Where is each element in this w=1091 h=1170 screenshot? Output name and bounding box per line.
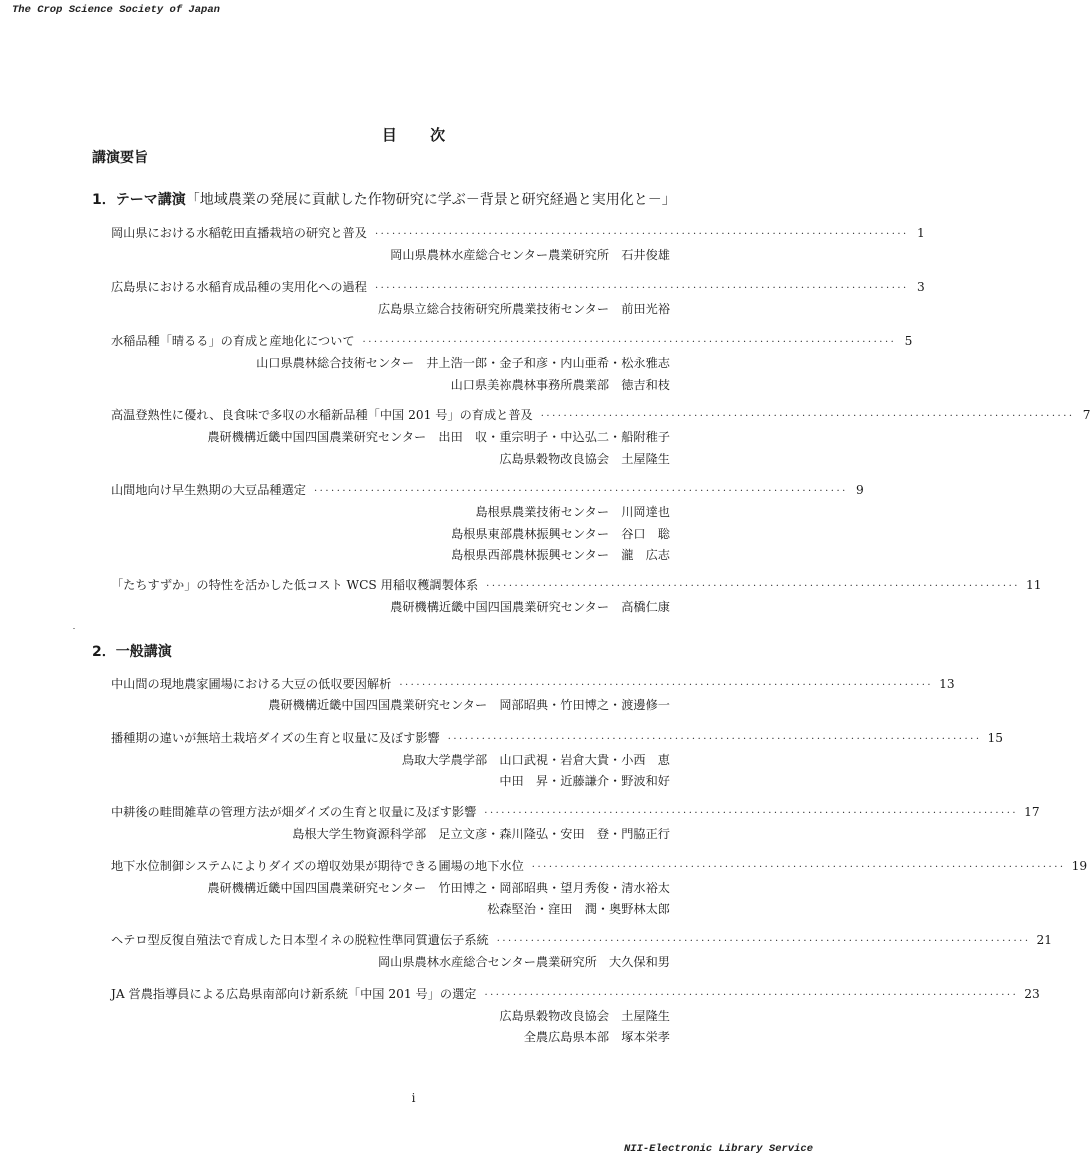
entry-authors: 農研機構近畿中国四国農業研究センター 竹田博之・岡部昭典・望月秀俊・清水裕太: [207, 881, 670, 895]
toc-entry[interactable]: [111, 576, 1042, 592]
library-footer: NII-Electronic Library Service: [623, 1143, 813, 1155]
entry-page: 17: [1024, 805, 1040, 819]
section-heading-2: [92, 641, 172, 661]
entry-title: 播種期の違いが無培土栽培ダイズの生育と収量に及ぼす影響: [111, 731, 440, 745]
entry-authors: 山口県美祢農林事務所農業部 徳吉和枝: [450, 378, 670, 392]
toc-entry[interactable]: [111, 857, 1088, 873]
entry-page: 13: [939, 677, 955, 691]
entry-authors: 広島県穀物改良協会 土屋隆生: [499, 452, 670, 466]
entry-authors: 全農広島県本部 塚本栄孝: [523, 1030, 670, 1044]
entry-title: 高温登熟性に優れ、良食味で多収の水稲新品種「中国 201 号」の育成と普及: [111, 408, 533, 422]
dot-leader: ······························································································: [314, 486, 848, 497]
dot-leader: ······························································································: [399, 680, 934, 691]
entry-authors: 島根大学生物資源科学部 足立文彦・森川隆弘・安田 登・門脇正行: [292, 827, 670, 841]
dot-leader: ······························································································: [484, 808, 1019, 819]
entry-authors: 中田 昇・近藤謙介・野波和好: [499, 774, 670, 788]
entry-page: 5: [904, 334, 913, 348]
entry-page: 21: [1036, 933, 1053, 947]
entry-title: JA 営農指導員による広島県南部向け新系統「中国 201 号」の選定: [111, 987, 477, 1001]
entry-page: 1: [916, 226, 925, 240]
toc-entry[interactable]: [111, 481, 864, 497]
toc-entry[interactable]: [111, 803, 1040, 819]
page-number: i: [411, 1091, 416, 1105]
entry-title: 「たちすずか」の特性を活かした低コスト WCS 用稲収穫調製体系: [111, 578, 479, 592]
section-number: 1．テーマ講演: [92, 192, 186, 208]
entry-page: 11: [1025, 578, 1042, 592]
section-number: 2．一般講演: [92, 644, 172, 660]
entry-page: 15: [987, 731, 1004, 745]
entry-authors: 松森堅治・窪田 潤・奥野林太郎: [487, 902, 670, 916]
entry-authors: 島根県西部農林振興センター 瀧 広志: [451, 548, 670, 562]
dot-leader: ······························································································: [362, 337, 897, 348]
entry-title: 地下水位制御システムによりダイズの増収効果が期待できる圃場の地下水位: [111, 859, 524, 873]
journal-header: The Crop Science Society of Japan: [12, 4, 220, 16]
toc-entry[interactable]: [111, 985, 1040, 1001]
entry-title: 水稲品種「晴るる」の育成と産地化について: [111, 334, 355, 348]
dot-leader: ······························································································: [447, 734, 982, 745]
entry-authors: 岡山県農林水産総合センター農業研究所 大久保和男: [377, 955, 670, 969]
toc-entry[interactable]: [111, 931, 1053, 947]
toc-entry[interactable]: [111, 729, 1004, 745]
section-heading-1: [92, 189, 676, 209]
entry-authors: 島根県東部農林振興センター 谷口 聡: [451, 527, 670, 541]
entry-authors: 山口県農林総合技術センター 井上浩一郎・金子和彦・内山亜希・松永雅志: [256, 356, 670, 370]
entry-page: 19: [1071, 859, 1088, 873]
dot-leader: ······························································································: [540, 411, 1075, 422]
entry-title: ヘテロ型反復自殖法で育成した日本型イネの脱粒性準同質遺伝子系統: [111, 933, 489, 947]
entry-authors: 農研機構近畿中国四国農業研究センター 出田 収・重宗明子・中込弘二・船附稚子: [207, 430, 670, 444]
entry-title: 広島県における水稲育成品種の実用化への過程: [111, 280, 367, 294]
toc-entry[interactable]: [111, 675, 955, 691]
entry-page: 3: [916, 280, 925, 294]
toc-entry[interactable]: [111, 406, 1091, 422]
dot-leader: ······························································································: [496, 936, 1031, 947]
entry-authors: 農研機構近畿中国四国農業研究センター 高橋仁康: [390, 600, 670, 614]
entry-authors: 広島県穀物改良協会 土屋隆生: [499, 1009, 670, 1023]
toc-entry[interactable]: [111, 224, 925, 240]
dot-leader: ······························································································: [486, 581, 1020, 592]
toc-entry[interactable]: [111, 332, 913, 348]
subheading: 講演要旨: [92, 150, 148, 166]
dot-leader: ······························································································: [531, 862, 1066, 873]
entry-title: 山間地向け早生熟期の大豆品種選定: [111, 483, 306, 497]
entry-page: 7: [1082, 408, 1091, 422]
scan-speck: [73, 628, 75, 629]
entry-authors: 鳥取大学農学部 山口武視・岩倉大貴・小西 恵: [401, 753, 670, 767]
entry-authors: 島根県農業技術センター 川岡達也: [475, 505, 670, 519]
entry-title: 中耕後の畦間雑草の管理方法が畑ダイズの生育と収量に及ぼす影響: [111, 805, 477, 819]
entry-page: 23: [1024, 987, 1040, 1001]
section-title: 「地域農業の発展に貢献した作物研究に学ぶ－背景と研究経過と実用化と－」: [185, 192, 676, 208]
dot-leader: ······························································································: [374, 229, 909, 240]
entry-authors: 広島県立総合技術研究所農業技術センター 前田光裕: [377, 302, 670, 316]
dot-leader: ······························································································: [484, 990, 1019, 1001]
entry-page: 9: [856, 483, 864, 497]
entry-title: 中山間の現地農家圃場における大豆の低収要因解析: [111, 677, 392, 691]
page-title: 目 次: [381, 126, 460, 144]
entry-authors: 農研機構近畿中国四国農業研究センター 岡部昭典・竹田博之・渡邊修一: [268, 698, 670, 712]
entry-title: 岡山県における水稲乾田直播栽培の研究と普及: [111, 226, 367, 240]
dot-leader: ······························································································: [374, 283, 909, 294]
entry-authors: 岡山県農林水産総合センター農業研究所 石井俊雄: [390, 248, 670, 262]
toc-entry[interactable]: [111, 278, 925, 294]
